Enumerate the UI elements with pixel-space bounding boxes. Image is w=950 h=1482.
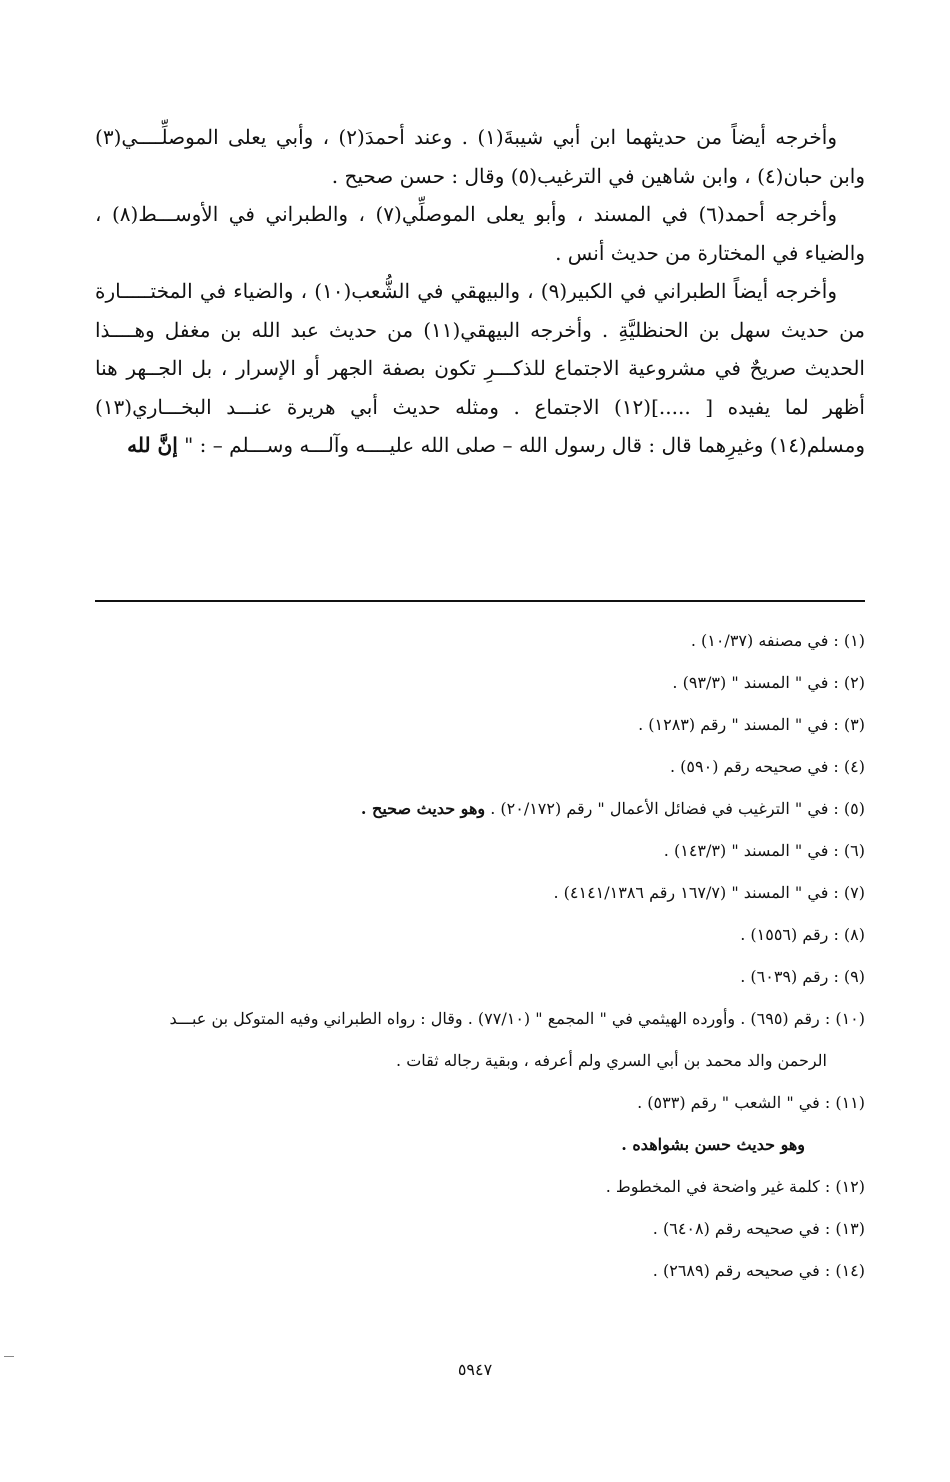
footnotes <box>95 620 865 1292</box>
main-text <box>95 118 865 465</box>
footnote-11: (١١) : في " الشعب " رقم (٥٣٣) . <box>637 1093 865 1112</box>
footnote-1: (١) : في مصنفه (١٠/٣٧) . <box>690 631 865 650</box>
page-number: ٥٩٤٧ <box>457 1360 493 1379</box>
footnote-3: (٣) : في " المسند " رقم (١٢٨٣) . <box>638 715 865 734</box>
paragraph-3-text: وأخرجه أيضاً الطبراني في الكبير(٩) ، والبيهقي في الشُّعب(١٠) ، والضياء في المختـــــارة من حديث سهل بن الحنظليَّةِ . وأخرجه البيهقي(١١) من حديث عبد الله بن مغفل وهــــذا الحديث صريحٌ في مشروعية الاجتماع للذكـــرِ تكون بصفة الجهر أو الإسرار ، بل الجــهر هنا أظهر لما يفيده [ .....](١٢) الاجتماع . ومثله حديث أبي هريرة عنـــد البخـــاري(١٣) ومسلم(١٤) وغيرِهما قال : قال رسول الله – صلى الله عليــــه وآلـــه وســـلم – : " <box>95 279 866 457</box>
footnote-11-grading: وهو حديث حسن بشواهده . <box>621 1135 805 1154</box>
footnote-13: (١٣) : في صحيحه رقم (٦٤٠٨) . <box>652 1219 865 1238</box>
paragraph-3 <box>95 272 865 465</box>
footnote-12: (١٢) : كلمة غير واضحة في المخطوط . <box>605 1177 865 1196</box>
footnote-divider <box>95 600 865 602</box>
paragraph-2: وأخرجه أحمد(٦) في المسند ، وأبو يعلى الموصلِّي(٧) ، والطبراني في الأوســـط(٨) ، والضياء في المختارة من حديث أنس . <box>95 202 865 265</box>
footnote-6: (٦) : في " المسند " (١٤٣/٣) . <box>663 841 865 860</box>
footnote-2: (٢) : في " المسند " (٩٣/٣) . <box>672 673 865 692</box>
footnote-10-continuation: الرحمن والد محمد بن أبي السري ولم أعرفه ، وبقية رجاله ثقات . <box>396 1051 827 1070</box>
footnote-5 <box>95 788 865 830</box>
footnote-10: (١٠) : رقم (٦٩٥) . وأورده الهيثمي في " المجمع " (٧٧/١٠) . وقال : رواه الطبراني وفيه المتوكل بن عبـــد <box>169 1009 865 1028</box>
footnote-8: (٨) : رقم (١٥٥٦) . <box>740 925 865 944</box>
footnote-9: (٩) : رقم (٦٠٣٩) . <box>740 967 865 986</box>
margin-mark <box>4 1356 14 1357</box>
footnote-7: (٧) : في " المسند " (١٦٧/٧ رقم ٤١٤١/١٣٨٦) . <box>553 883 865 902</box>
footnote-14: (١٤) : في صحيحه رقم (٢٦٨٩) . <box>652 1261 865 1280</box>
footnote-5-text: (٥) : في " الترغيب في فضائل الأعمال " رقم (٢٠/١٧٢) . <box>490 799 865 818</box>
footnote-5-grading: وهو حديث صحيح . <box>360 799 486 818</box>
paragraph-1: وأخرجه أيضاً من حديثهما ابن أبي شيبةَ(١) . وعند أحمدَ(٢) ، وأبي يعلى الموصلِّــــي(٣) وابن حبان(٤) ، وابن شاهين في الترغيب(٥) وقال : حسن صحيح . <box>95 125 865 188</box>
footnote-4: (٤) : في صحيحه رقم (٥٩٠) . <box>669 757 865 776</box>
paragraph-3-end: إنَّ لله <box>127 433 178 457</box>
